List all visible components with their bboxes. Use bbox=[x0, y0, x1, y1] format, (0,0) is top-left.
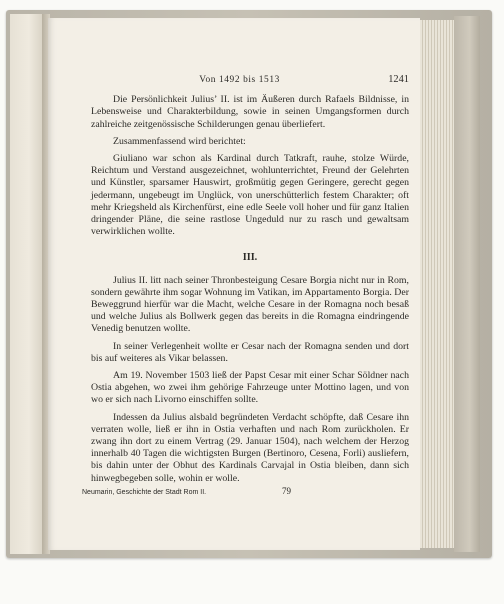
page-block-edges bbox=[420, 20, 454, 548]
paragraph: In seiner Verlegenheit wollte er Cesar nach der Romagna senden und dort bis auf weiteres als Vikar belassen. bbox=[91, 340, 409, 364]
sheet-number: 79 bbox=[282, 486, 291, 496]
paragraph: Indessen da Julius alsbald begründeten Verdacht schöpfte, daß Cesare ihn verraten wolle, ließ er ihn in Ostia verhaften und nach Rom zurückholen. Er zwang ihn dort zu einem Vertrag (29. Januar 1504), nach welchem der Herzog innerhalb 40 Tagen die wichtigsten Burgen (Bertinoro, Cesena, Forli) ausliefern, bis dahin unter der Obhut des Kardinals Carvajal in Ostia bleiben, dann sich hinwegbegeben solle, wohin er wolle. bbox=[91, 411, 409, 484]
running-head-title: Von 1492 bis 1513 bbox=[199, 75, 280, 85]
facing-page bbox=[10, 14, 44, 554]
running-head bbox=[91, 74, 409, 86]
paragraph: Die Persönlichkeit Julius’ II. ist im Äußeren durch Rafaels Bildnisse, in Lebensweise und Charakterbildung, sowie in seinen Umgangsformen durch zahlreiche zeitgenössische Schilderungen genau überliefert. bbox=[91, 94, 409, 130]
page-text-block bbox=[91, 74, 409, 490]
cover-edge bbox=[454, 16, 480, 552]
paragraph: Am 19. November 1503 ließ der Papst Cesar mit einer Schar Söldner nach Ostia abgehen, wo zwei ihm gehörige Fahrzeuge unter Mottino lagen, und von wo er sich nach Livorno einschiffen sollte. bbox=[91, 370, 409, 406]
paragraph: Julius II. litt nach seiner Thronbesteigung Cesare Borgia nicht nur in Rom, sondern gewährte ihm sogar Wohnung im Vatikan, im Appartamento Borgia. Der Beweggrund hierfür war die Macht, welche Cesare in der Romagna noch besaß und welche Julius als Bollwerk gegen das bereits in die Romagna eindringende Venedig benutzen wollte. bbox=[91, 274, 409, 335]
printer-signature: Neumarin, Geschichte der Stadt Rom II. bbox=[82, 489, 207, 496]
paragraph: Giuliano war schon als Kardinal durch Tatkraft, rauhe, stolze Würde, Reichtum und Verstand ausgezeichnet, wohlunterrichtet, Freund der Gelehrten und Künstler, sparsamer Hauswirt, großmütig gegen Geringere, gerecht gegen jedermann, ungebeugt im Unglück, von unerschütterlich festem Charakter; oft mehr Kriegsheld als Kirchenfürst, eine edle Seele voll hoher und für ganz Italien dringender Pläne, die seine rastlose Ungeduld nur zu rasch und gewaltsam verwirklichen wollte. bbox=[91, 153, 409, 238]
page-footer bbox=[82, 486, 412, 496]
paragraph: Zusammenfassend wird berichtet: bbox=[113, 135, 246, 147]
section-heading: III. bbox=[242, 252, 258, 264]
page-number: 1241 bbox=[388, 74, 409, 85]
